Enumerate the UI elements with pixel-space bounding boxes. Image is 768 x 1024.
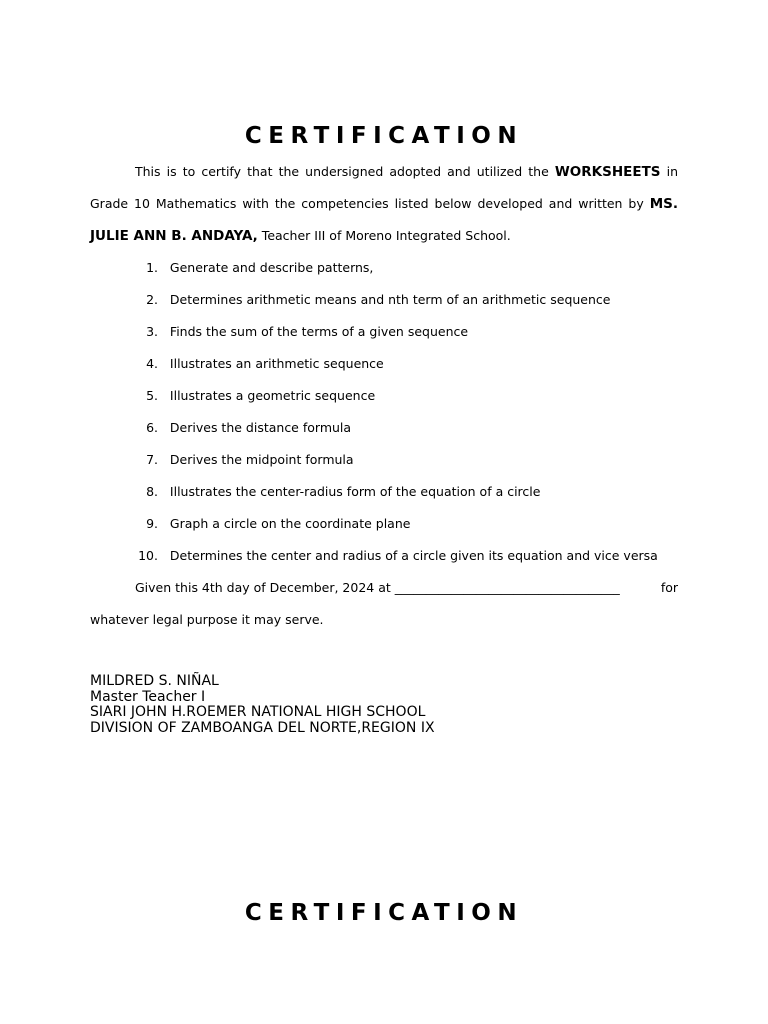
competency-item — [90, 476, 678, 508]
competency-number: 3. — [146, 324, 158, 339]
intro-text-part1: This is to certify that the undersigned adopted and utilized the — [135, 164, 555, 179]
competency-number: 10. — [138, 548, 158, 563]
competency-spacer — [158, 548, 170, 563]
competency-number: 8. — [146, 484, 158, 499]
competency-spacer — [158, 324, 170, 339]
competency-item — [90, 508, 678, 540]
competency-list — [90, 252, 678, 572]
worksheets-label: WORKSHEETS — [554, 164, 661, 180]
competency-spacer — [158, 356, 170, 371]
next-certification-title: CERTIFICATION — [244, 900, 524, 926]
competency-text: Finds the sum of the terms of a given sequence — [169, 324, 469, 339]
given-paragraph — [90, 572, 678, 636]
competency-text: Determines arithmetic means and nth term of an arithmetic sequence — [169, 292, 611, 307]
competency-item — [90, 380, 678, 412]
competency-number: 4. — [146, 356, 158, 371]
given-line-1 — [90, 572, 678, 604]
signatory-school: SIARI JOHN H.ROEMER NATIONAL HIGH SCHOOL — [90, 704, 426, 720]
intro-text-part3: Teacher III of Moreno Integrated School. — [257, 228, 511, 243]
signatory-position: Master Teacher I — [90, 688, 206, 705]
competency-number: 5. — [146, 388, 158, 403]
competency-item — [90, 252, 678, 284]
competency-text: Illustrates an arithmetic sequence — [169, 356, 384, 371]
intro-text-part2: in Grade 10 Mathematics with the competencies listed below developed and written by — [90, 164, 679, 211]
competency-item — [90, 284, 678, 316]
competency-spacer — [158, 516, 170, 531]
competency-text: Graph a circle on the coordinate plane — [169, 516, 411, 531]
competency-text: Derives the midpoint formula — [169, 452, 354, 467]
competency-spacer — [158, 484, 170, 499]
competency-number: 9. — [146, 516, 158, 531]
competency-text: Derives the distance formula — [169, 420, 352, 435]
competency-item — [90, 540, 678, 572]
competency-spacer — [158, 420, 170, 435]
competency-text: Determines the center and radius of a circle given its equation and vice versa — [169, 548, 658, 563]
competency-item — [90, 316, 678, 348]
competency-number: 1. — [146, 260, 158, 275]
signatory-division: DIVISION OF ZAMBOANGA DEL NORTE,REGION IX — [90, 719, 435, 736]
signatory-name: MILDRED S. NIÑAL — [90, 673, 219, 689]
certification-title: CERTIFICATION — [244, 123, 524, 149]
signature-block — [90, 674, 435, 736]
competency-text: Generate and describe patterns, — [169, 260, 374, 275]
competency-spacer — [158, 260, 170, 275]
competency-number: 6. — [146, 420, 158, 435]
competency-number: 2. — [146, 292, 158, 307]
competency-spacer — [158, 452, 170, 467]
author-name: MS. JULIE ANN B. ANDAYA, — [90, 196, 678, 244]
competency-item — [90, 348, 678, 380]
competency-number: 7. — [146, 452, 158, 467]
given-for-text: for — [660, 580, 678, 595]
competency-item — [90, 444, 678, 476]
competency-spacer — [158, 388, 170, 403]
given-date-text: Given this 4th day of December, 2024 at ____________________________________ — [135, 580, 620, 595]
competency-spacer — [158, 292, 170, 307]
intro-paragraph — [90, 156, 678, 252]
competency-item — [90, 412, 678, 444]
given-line-2: whatever legal purpose it may serve. — [90, 612, 324, 627]
competency-text: Illustrates the center-radius form of the equation of a circle — [169, 484, 541, 499]
competency-text: Illustrates a geometric sequence — [169, 388, 376, 403]
